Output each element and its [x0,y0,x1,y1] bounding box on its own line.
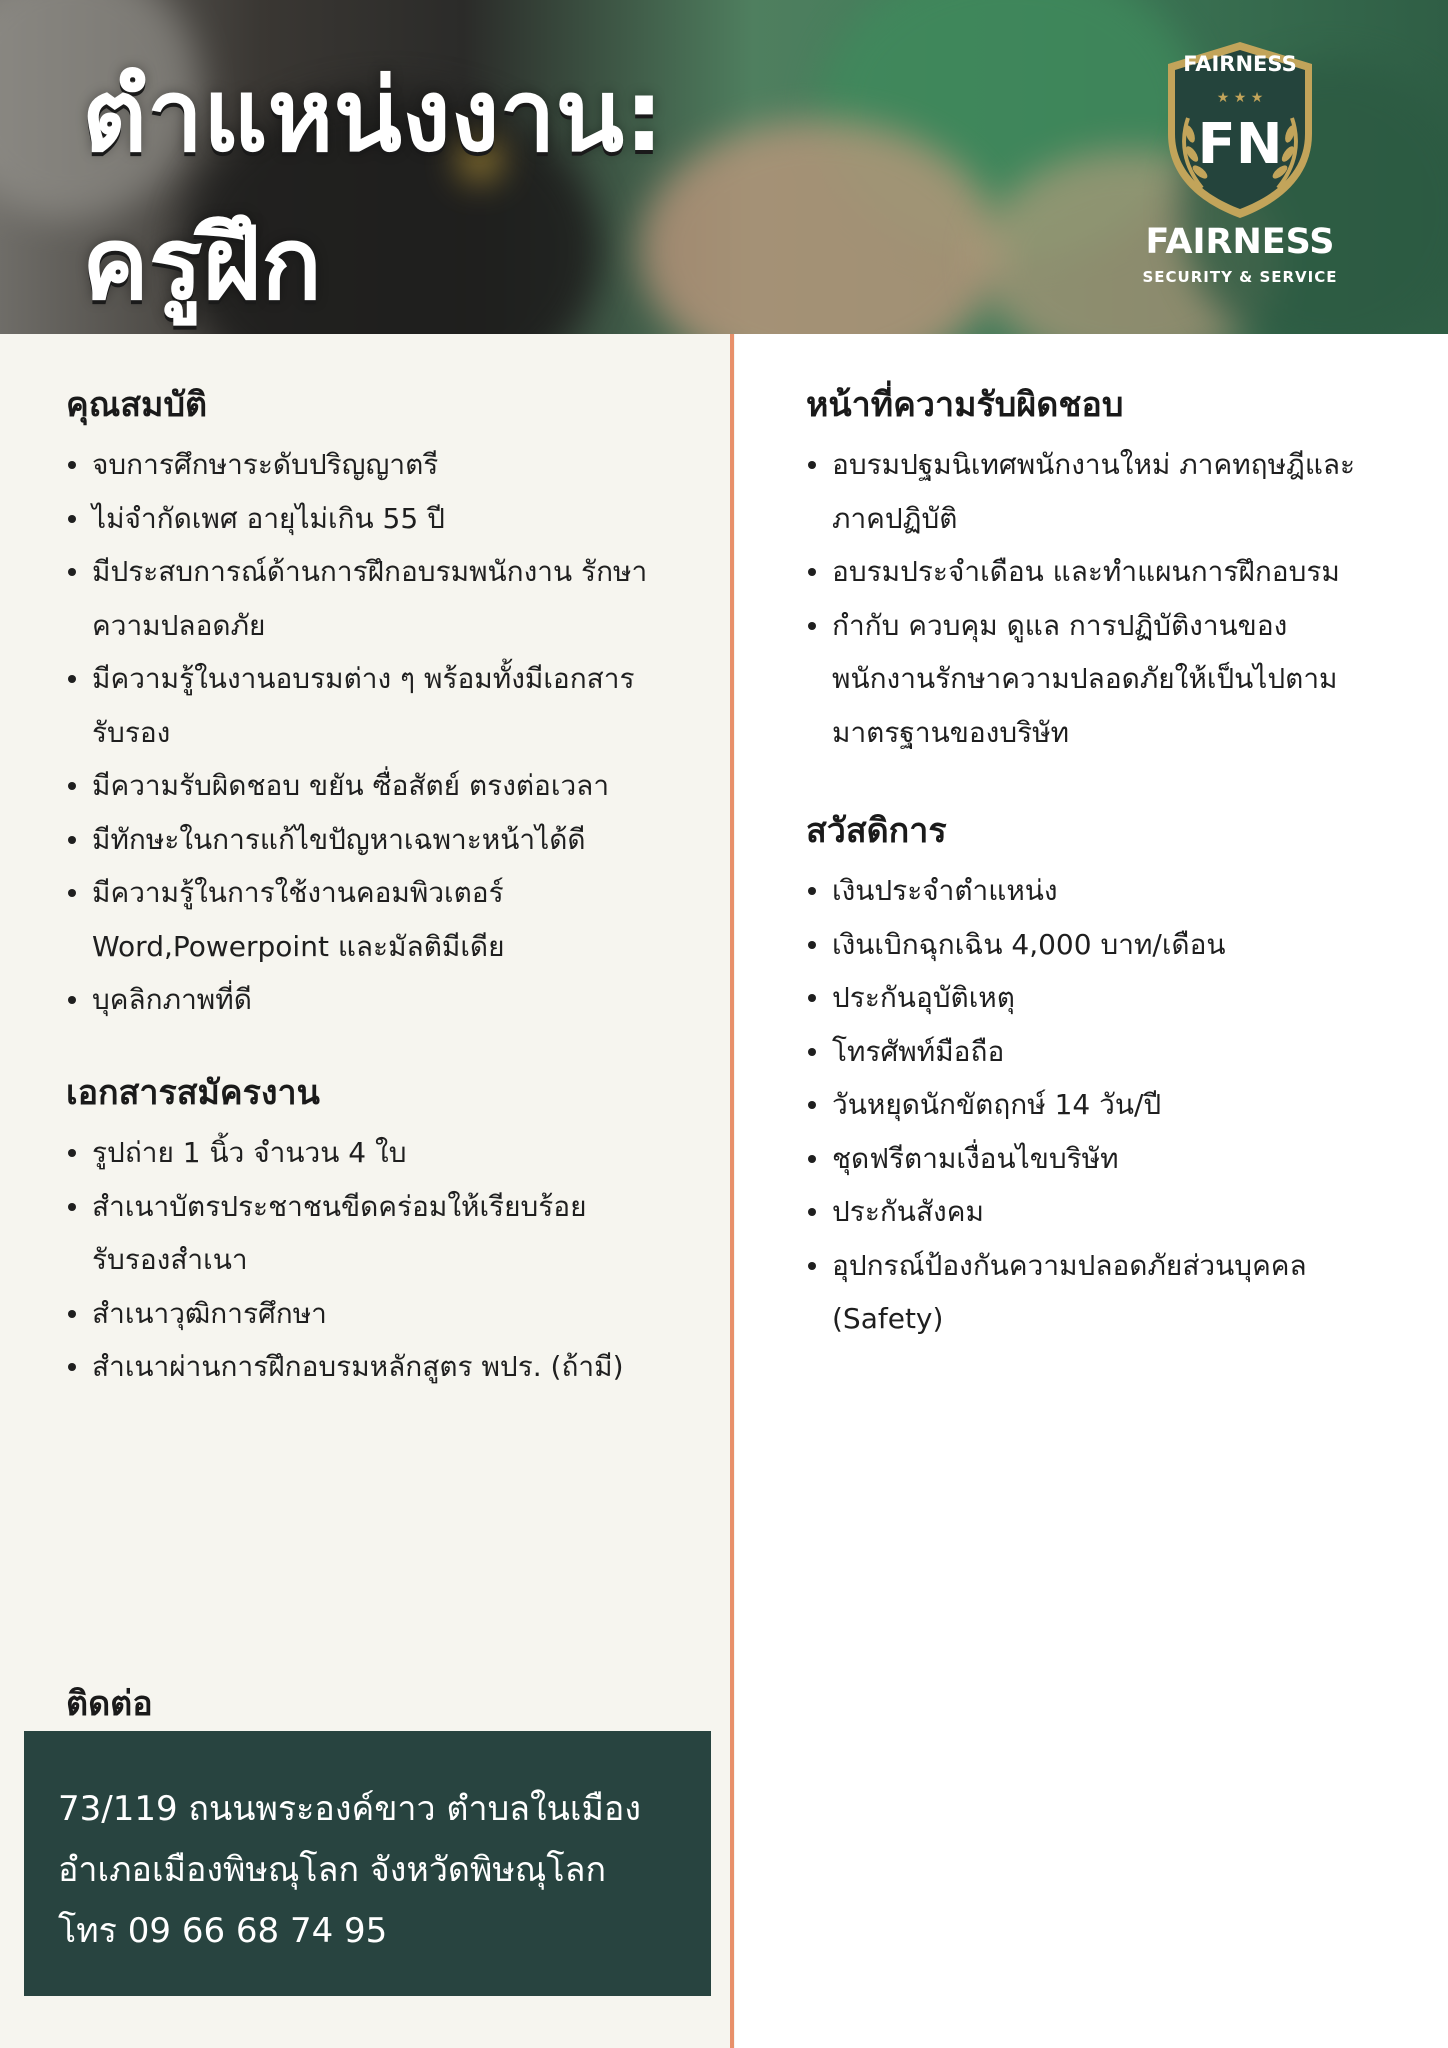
documents-heading: เอกสารสมัครงาน [66,1073,320,1113]
list-item: กำกับ ควบคุม ดูแล การปฏิบัติงานของ พนักงานรักษาความปลอดภัยให้เป็นไปตาม มาตรฐานของบริษัท [832,599,1382,760]
list-item: วันหยุดนักขัตฤกษ์ 14 วัน/ปี [832,1078,1416,1132]
column-divider [730,334,734,2048]
logo-badge-top: FAIRNESS [1183,52,1297,76]
page-title [82,42,664,334]
duties-section [806,382,1416,759]
list-item: มีความรู้ในงานอบรมต่าง ๆ พร้อมทั้งมีเอกสาร รับรอง [92,652,692,759]
list-item: สำเนาบัตรประชาชนขีดคร่อมให้เรียบร้อย รับรองสำเนา [92,1180,652,1287]
duties-list [806,438,1416,759]
contact-phone[interactable]: โทร 09 66 68 74 95 [58,1911,388,1951]
list-item: อบรมประจำเดือน และทำแผนการฝึกอบรม [832,545,1416,599]
contact-box [24,1731,711,1996]
list-item: ชุดฟรีตามเงื่อนไขบริษัท [832,1132,1416,1186]
welfare-section [806,808,1416,1346]
list-item: ไม่จำกัดเพศ อายุไม่เกิน 55 ปี [92,492,706,546]
qualifications-list [66,438,706,1027]
list-item: อบรมปฐมนิเทศพนักงานใหม่ ภาคทฤษฎีและ ภาคปฏิบัติ [832,438,1402,545]
list-item: มีทักษะในการแก้ไขปัญหาเฉพาะหน้าได้ดี [92,813,706,867]
list-item: อุปกรณ์ป้องกันความปลอดภัยส่วนบุคคล (Safety) [832,1239,1392,1346]
list-item: บุคลิกภาพที่ดี [92,973,706,1027]
list-item: ประกันสังคม [832,1185,1416,1239]
header-banner [0,0,1448,334]
list-item: สำเนาผ่านการฝึกอบรมหลักสูตร พปร. (ถ้ามี) [92,1340,706,1394]
welfare-heading: สวัสดิการ [806,811,947,851]
list-item: มีความรู้ในการใช้งานคอมพิวเตอร์ Word,Powerpoint และมัลติมีเดีย [92,866,612,973]
list-item: จบการศึกษาระดับปริญญาตรี [92,438,706,492]
contact-heading: ติดต่อ [66,1684,153,1724]
contact-address-line-2: อำเภอเมืองพิษณุโลก จังหวัดพิษณุโลก [58,1850,607,1890]
company-logo [1140,38,1340,298]
logo-initials: FN [1197,112,1283,177]
welfare-list [806,864,1416,1346]
documents-section [66,1070,706,1394]
documents-list [66,1126,706,1394]
list-item: เงินประจำตำแหน่ง [832,864,1416,918]
list-item: มีประสบการณ์ด้านการฝึกอบรมพนักงาน รักษาความปลอดภัย [92,545,652,652]
list-item: มีความรับผิดชอบ ขยัน ซื่อสัตย์ ตรงต่อเวลา [92,759,706,813]
list-item: ประกันอุบัติเหตุ [832,971,1416,1025]
title-line-1: ตำแหน่งงาน: [82,57,664,174]
list-item: เงินเบิกฉุกเฉิน 4,000 บาท/เดือน [832,918,1416,972]
logo-tagline: SECURITY & SERVICE [1142,268,1338,286]
contact-address-line-1: 73/119 ถนนพระองค์ขาว ตำบลในเมือง [58,1789,641,1829]
qualifications-heading: คุณสมบัติ [66,385,208,425]
list-item: รูปถ่าย 1 นิ้ว จำนวน 4 ใบ [92,1126,706,1180]
qualifications-section [66,382,706,1027]
title-line-2: ครูฝึก [82,205,322,322]
svg-text:★ ★ ★: ★ ★ ★ [1216,90,1264,106]
list-item: โทรศัพท์มือถือ [832,1025,1416,1079]
duties-heading: หน้าที่ความรับผิดชอบ [806,385,1124,425]
logo-wordmark: FAIRNESS [1145,222,1335,262]
list-item: สำเนาวุฒิการศึกษา [92,1287,706,1341]
